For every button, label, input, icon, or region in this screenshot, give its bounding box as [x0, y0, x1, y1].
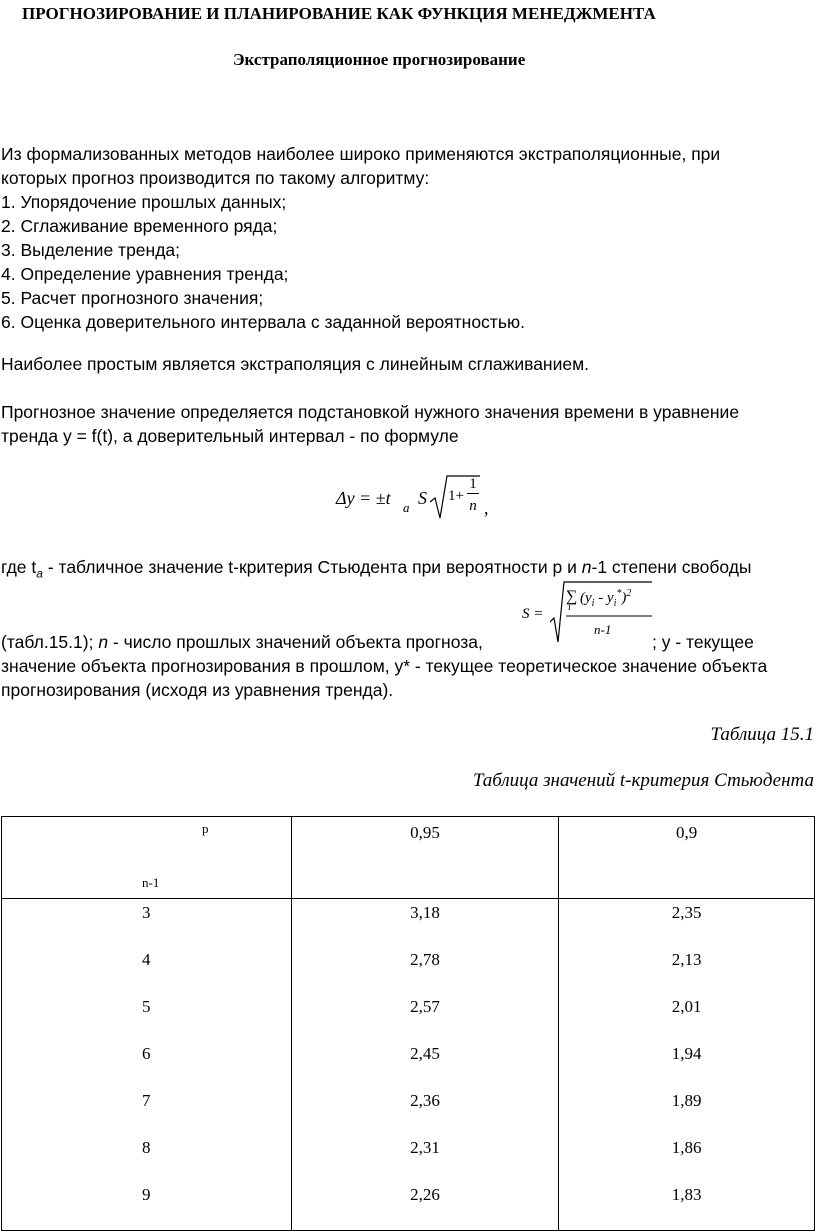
intro-line-1: Из формализованных методов наиболее широко применяются экстраполяционные, при — [1, 144, 721, 164]
corner-cell — [2, 817, 292, 899]
tabl-line-2: значение объекта прогнозирования в прошлом, y* - текущее теоретическое значение объекта — [1, 656, 768, 676]
table-label: Таблица 15.1 — [710, 724, 814, 745]
table-cell: 2,01 — [671, 997, 702, 1016]
row-degree: 9 — [142, 1185, 151, 1204]
table-header-row — [2, 817, 815, 899]
table-column-cell — [291, 899, 559, 1231]
formula2-lhs: S = — [522, 606, 544, 622]
row-degree: 5 — [142, 997, 151, 1016]
table-cell: 2,31 — [410, 1138, 440, 1157]
step-item: 6. Оценка доверительного интервала с заданной вероятностью. — [1, 312, 525, 332]
table-cell: 1,94 — [671, 1044, 702, 1063]
where-rest-1: - табличное значение t-критерия Стьюдента при вероятности p и — [42, 557, 582, 577]
section-subtitle: Экстраполяционное прогнозирование — [233, 50, 526, 69]
formula1-one-plus: 1+ — [448, 488, 464, 504]
step-item: 3. Выделение тренда; — [1, 240, 180, 260]
formula2-sum: ∑ — [566, 588, 578, 605]
table-data-row — [2, 899, 815, 1231]
where-sub: a — [36, 566, 43, 581]
formula-s — [522, 580, 652, 646]
tabl-n: n — [98, 632, 109, 652]
corner-n1: n-1 — [142, 875, 160, 890]
table-cell: 3,18 — [410, 903, 440, 922]
page-title: ПРОГНОЗИРОВАНИЕ И ПЛАНИРОВАНИЕ КАК ФУНКЦИЯ МЕНЕДЖМЕНТА — [22, 4, 656, 23]
student-t-table — [1, 816, 815, 1231]
table-cell: 2,36 — [410, 1091, 440, 1110]
column-header — [559, 817, 815, 899]
tabl-line-3: прогнозирования (исходя из уравнения тренда). — [1, 680, 394, 700]
table-cell: 1,83 — [671, 1185, 702, 1204]
table-cell: 1,86 — [671, 1138, 702, 1157]
formula1-num: 1 — [467, 476, 479, 494]
where-prefix: где t — [1, 557, 37, 577]
row-degree: 6 — [142, 1044, 151, 1063]
forecast-line-1: Прогнозное значение определяется подстановкой нужного значения времени в уравнение — [1, 402, 740, 422]
row-degree: 8 — [142, 1138, 151, 1157]
formula2-idx: i — [568, 602, 571, 613]
formula1-comma: , — [484, 498, 489, 518]
table-column-cell — [559, 899, 815, 1231]
row-degree: 7 — [142, 1091, 151, 1110]
tabl-suffix: ; y - текущее — [652, 632, 754, 652]
formula1-lhs: Δy = ±t — [336, 488, 391, 508]
table-cell: 1,89 — [671, 1091, 702, 1110]
where-n: n — [581, 557, 592, 577]
formula2-body: $(y_i - y_i^*)^2$ — [580, 588, 632, 609]
corner-p: p — [202, 821, 209, 836]
table-cell: 2,35 — [671, 903, 702, 922]
table-cell: 2,13 — [671, 950, 702, 969]
where-rest-2: -1 степени свободы — [591, 557, 752, 577]
forecast-line-2: тренда y = f(t), а доверительный интервал - по формуле — [1, 426, 459, 446]
step-item: 5. Расчет прогнозного значения; — [1, 288, 264, 308]
column-header-label: 0,95 — [410, 823, 440, 842]
table-title: Таблица значений t-критерия Стьюдента — [472, 770, 814, 791]
table-cell: 2,26 — [410, 1185, 440, 1204]
tabl-mid: - число прошлых значений объекта прогноза, — [108, 632, 483, 652]
step-item: 1. Упорядочение прошлых данных; — [1, 192, 287, 212]
row-degree: 3 — [142, 903, 151, 922]
tabl-line-1 — [1, 630, 483, 654]
row-degree: 4 — [142, 950, 151, 969]
table-cell: 2,78 — [410, 950, 440, 969]
formula1-s: S — [418, 488, 427, 508]
formula2-den: n-1 — [594, 622, 612, 637]
table-body — [2, 817, 815, 1231]
tabl-prefix: (табл.15.1); — [1, 632, 99, 652]
table-column-cell — [2, 899, 292, 1231]
simplest-text: Наиболее простым является экстраполяция с линейным сглаживанием. — [1, 354, 589, 374]
column-header — [291, 817, 559, 899]
formula1-sub: a — [403, 500, 410, 515]
table-cell: 2,45 — [410, 1044, 440, 1063]
formula1-den: n — [469, 498, 477, 514]
column-header-label: 0,9 — [676, 823, 698, 842]
table-cell: 2,57 — [410, 997, 440, 1016]
intro-line-2: которых прогноз производится по такому алгоритму: — [1, 168, 430, 188]
step-item: 4. Определение уравнения тренда; — [1, 264, 289, 284]
step-item: 2. Сглаживание временного ряда; — [1, 216, 278, 236]
